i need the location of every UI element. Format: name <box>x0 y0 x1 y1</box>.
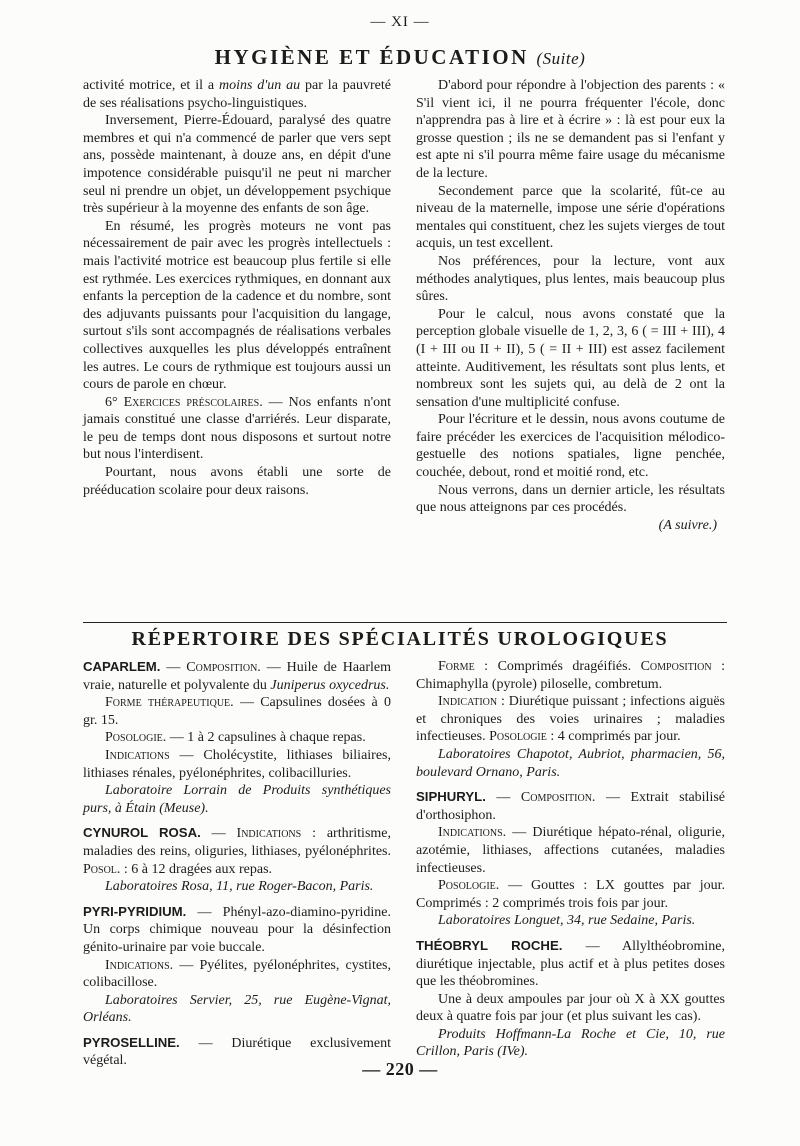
paragraph: Pourtant, nous avons établi une sorte de prééducation scolaire pour deux raisons. <box>83 465 391 498</box>
paragraph: Pour le calcul, nous avons constaté que la perception globale visuelle de 1, 2, 3, 6 ( = III + III), 4 (I + III ou II + II), 5 ( = II + III) est assez facilement atteinte. Auditivement, les résultats sont plus lents, et nombreux sont les sujets qui, au delà de 2 ont la sensation d'une multiplicité confuse. <box>416 306 725 410</box>
entry-name: CYNUROL ROSA. <box>83 825 201 841</box>
entry-name: SIPHURYL. <box>416 789 486 805</box>
paragraph: En résumé, les progrès moteurs ne vont pas nécessairement de pair avec les progrès intellectuels : mais l'activité motrice est beaucoup plus fertile si elle est rythmée. Les exercices rythmiques, en donnant aux enfants la perception de la cadence et du nombre, sont des adjuvants puissants pour l'acquisition du langage, surtout s'ils sont accompagnés de réalisations verbales collectives auxquelles les plus développés entraînent les autres. Le cours de rythmique est toujours aussi un cours de parole en chœur. <box>83 218 391 393</box>
roman-page-number: — XI — <box>370 14 430 30</box>
entry-name: PYRI-PYRIDIUM. <box>83 903 187 919</box>
right-column-article <box>416 77 725 534</box>
entry-name: CAPARLEM. <box>83 659 161 674</box>
right-column-repertoire <box>416 658 725 1068</box>
laboratory-line: Laboratoires Rosa, 11, rue Roger-Bacon, Paris. <box>105 879 374 895</box>
entry-pyroselline-continued: Forme : Comprimés dragéifiés. Composition : Chimaphylla (pyrole) piloselle, combretum. Indication : Diurétique puissant ; infections aiguës et chroniques des voies urinaires ; maladies infectieuses. Posologie : 4 comprimés par jour. Laboratoires Chapotot, Aubriot, pharmacien, 56, boulevard Ornano, Paris. <box>416 659 725 780</box>
entry-pyroselline: PYROSELLINE. — Diurétique exclusivement végétal. <box>83 1034 391 1069</box>
left-column-article <box>83 77 391 499</box>
paragraph: activité motrice, et il a moins d'un au par la pauvreté de ses réalisations psycho-linguistiques. <box>83 78 391 111</box>
paragraph: Nous verrons, dans un dernier article, les résultats que nous atteignons par ces procédés. <box>416 482 725 516</box>
laboratory-line: Produits Hoffmann-La Roche et Cie, 10, rue Crillon, Paris (IVe). <box>416 1026 725 1060</box>
entry-theobryl-roche: THÉOBRYL ROCHE. — Allylthéobromine, diurétique injectable, plus actif et à plus petites doses que les théobromines. Une à deux ampoules par jour où X à XX gouttes deux à quatre fois par jour (et plus suivant les cas). Produits Hoffmann-La Roche et Cie, 10, rue Crillon, Paris (IVe). <box>416 937 725 1060</box>
laboratory-line: Laboratoires Chapotot, Aubriot, pharmacien, 56, boulevard Ornano, Paris. <box>416 746 725 780</box>
paragraph: 6° Exercices préscolaires. — Nos enfants n'ont jamais constitué une classe d'arriérés. Leur disparate, le peu de temps dont nous disposons et surtout notre but nous l'interdisent. <box>83 394 391 463</box>
laboratory-line: Laboratoires Longuet, 34, rue Sedaine, Paris. <box>438 913 696 929</box>
paragraph: Nos préférences, pour la lecture, vont aux méthodes analytiques, plus lentes, mais beaucoup plus sûres. <box>416 253 725 305</box>
paragraph-heading: 6° Exercices préscolaires. <box>105 394 263 410</box>
page-number: — 220 — <box>362 1059 438 1079</box>
laboratory-line: Laboratoire Lorrain de Produits synthétiques purs, à Étain (Meuse). <box>83 783 391 816</box>
article-title <box>0 45 800 70</box>
paragraph: Secondement parce que la scolarité, fût-ce au niveau de la maternelle, impose une série d'opérations mentales qui constituent, chez les sujets vierges de tout acquis, un test excellent. <box>416 183 725 252</box>
paragraph: Pour l'écriture et le dessin, nous avons coutume de faire précéder les exercices de l'acquisition mélodico-gestuelle des notions spatiales, ligne penchée, couchée, debout, rond et moitié rond, etc. <box>416 412 725 481</box>
a-suivre-note: (A suivre.) <box>658 517 717 533</box>
laboratory-line: Laboratoires Servier, 25, rue Eugène-Vignat, Orléans. <box>83 992 391 1026</box>
entry-caparlem: CAPARLEM. — Composition. — Huile de Haarlem vraie, naturelle et polyvalente du Juniperus oxycedrus. Forme thérapeutique. — Capsulines dosées à 0 gr. 15. Posologie. — 1 à 2 capsulines à chaque repas. Indications — Cholécystite, lithiases biliaires, lithiases rénales, pyélonéphrites, colibacilluries. Laboratoire Lorrain de Produits synthétiques purs, à Étain (Meuse). <box>83 659 392 816</box>
entry-name: PYROSELLINE. <box>83 1034 180 1050</box>
entry-name: THÉOBRYL ROCHE. <box>416 937 563 953</box>
section-title: RÉPERTOIRE DES SPÉCIALITÉS UROLOGIQUES <box>131 628 669 650</box>
article-title-suite: (Suite) <box>536 49 586 68</box>
paragraph: Inversement, Pierre-Édouard, paralysé des quatre membres et qui n'a commencé de parler que vers sept ans, possède maintenant, à douze ans, en dépit d'une impotence considérable puisqu'il ne peut ni marcher seul ni prendre un objet, un développement psychique très supérieur à la moyenne des enfants de son âge. <box>83 113 391 217</box>
left-column-repertoire <box>83 658 391 1077</box>
section-divider <box>83 622 727 623</box>
entry-cynurol-rosa: CYNUROL ROSA. — Indications : arthritisme, maladies des reins, oliguries, lithiases, pyélonéphrites. Posol. : 6 à 12 dragées aux repas. Laboratoires Rosa, 11, rue Roger-Bacon, Paris. <box>83 825 391 895</box>
paragraph: D'abord pour répondre à l'objection des parents : « S'il vient ici, il ne pourra fréquenter l'école, donc n'apprendra pas à lire et à écrire » : là est pour eux la grosse question ; ils ne se demandent pas si l'enfant y est apte ni s'il pourra même faire usage du mécanisme de la lecture. <box>416 78 725 181</box>
entry-siphuryl: SIPHURYL. — Composition. — Extrait stabilisé d'orthosiphon. Indications. — Diurétique hépato-rénal, oligurie, azotémie, lithiases, affections cutanées, maladies infectieuses. Posologie. — Gouttes : LX gouttes par jour. Comprimés : 2 comprimés trois fois par jour. Laboratoires Longuet, 34, rue Sedaine, Paris. <box>416 789 726 929</box>
entry-pyri-pyridium: PYRI-PYRIDIUM. — Phényl-azo-diamino-pyridine. Un corps chimique nouveau pour la désinfection génito-urinaire par voie buccale. Indications. — Pyélites, pyélonéphrites, cystites, colibacillose. Laboratoires Servier, 25, rue Eugène-Vignat, Orléans. <box>83 903 391 1026</box>
article-title-text: HYGIÈNE ET ÉDUCATION <box>214 45 529 69</box>
